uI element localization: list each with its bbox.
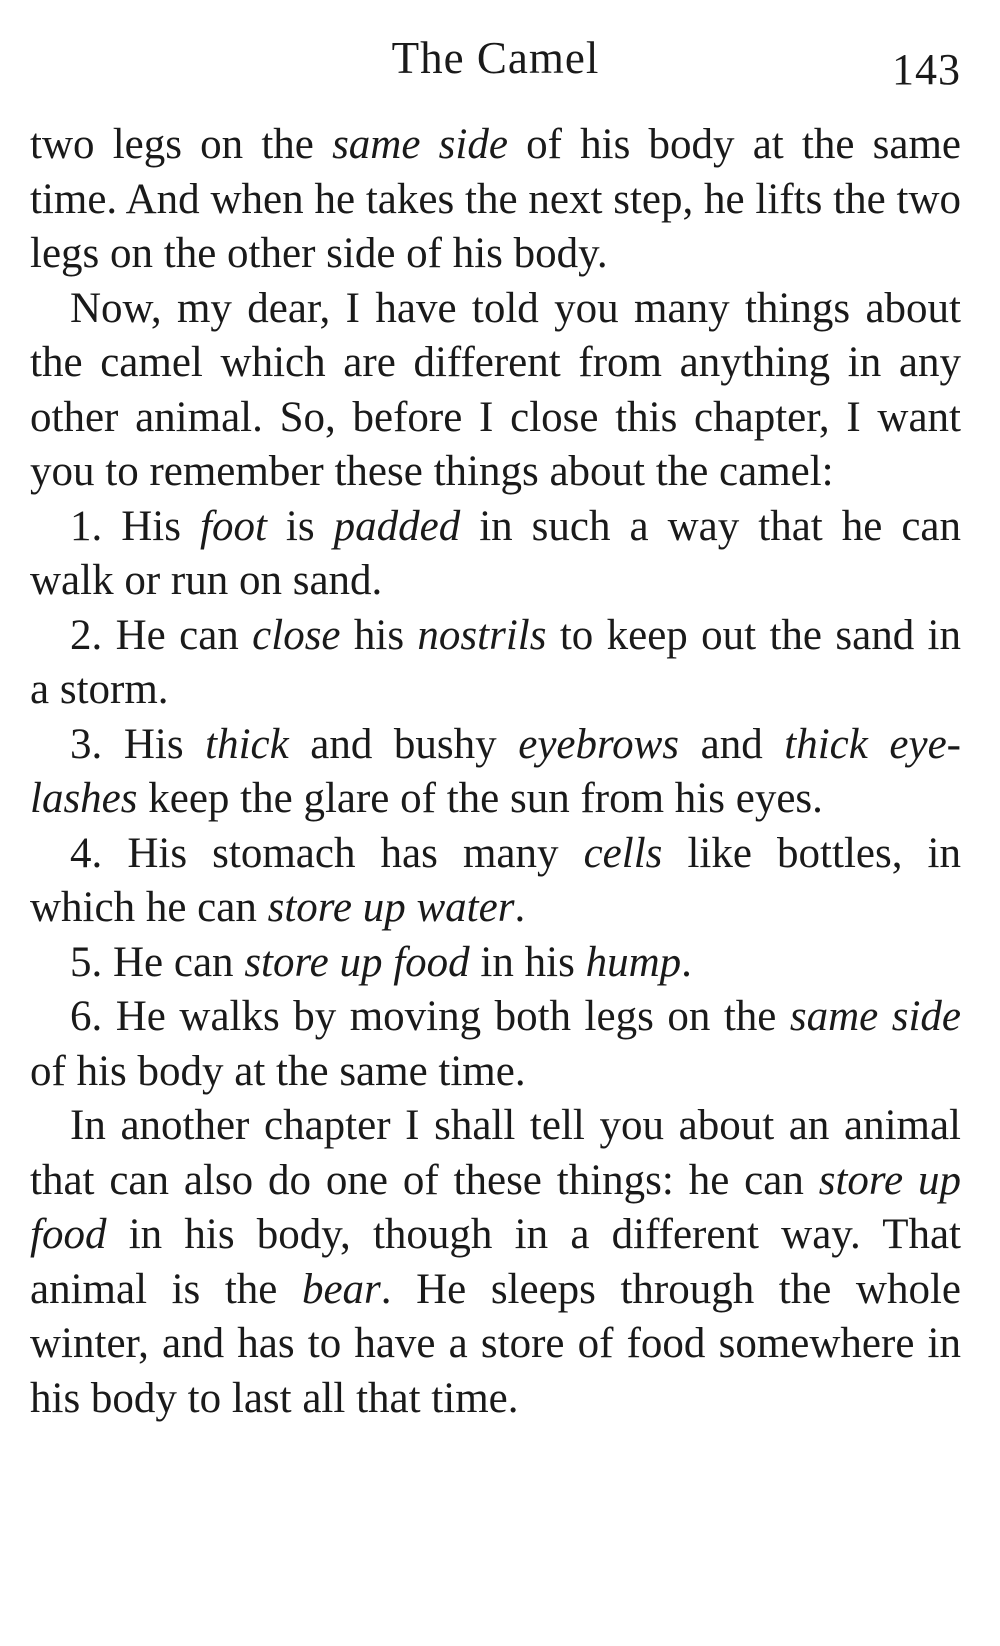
text-segment: . [681, 938, 692, 986]
paragraph-3 [30, 1099, 961, 1426]
text-segment: Now, my dear, I have told you many things about the camel which are different from anything in any other animal. So, before I close this chapter, I want you to remember these things about the camel: [30, 284, 961, 495]
italic-text: foot [200, 502, 267, 550]
book-page [30, 0, 961, 1646]
text-segment: like bottles, in which he can [30, 829, 961, 931]
text-segment: keep the glare of the sun from his eyes. [137, 775, 823, 822]
text-segment: of his body at the same time. And when he takes the next step, he lifts the two legs on the other side of his body. [30, 121, 961, 277]
text-segment: to keep out the sand in a storm. [30, 611, 961, 713]
text-segment: in his body, though in a different way. That animal is the [30, 1211, 961, 1313]
italic-text: thick eye-lashes [30, 720, 961, 822]
text-segment: and [679, 720, 785, 768]
text-segment: 1. His [70, 502, 201, 550]
running-head [30, 0, 961, 118]
text-segment: two legs on the [30, 121, 333, 168]
page-number: 143 [892, 45, 961, 94]
text-segment: of his body at the same time. [30, 1047, 526, 1095]
list-item-3 [30, 718, 961, 827]
text-segment: 3. His [70, 720, 206, 768]
italic-text: cells [583, 829, 663, 877]
text-segment: and bushy [288, 720, 519, 768]
text-segment: 4. His stomach has many [70, 829, 584, 877]
text-segment: is [266, 502, 334, 550]
list-item-1 [30, 500, 961, 609]
italic-text: store up food [244, 938, 470, 986]
italic-text: hump [585, 938, 682, 986]
text-segment: 6. He walks by moving both legs on the [70, 993, 790, 1040]
italic-text: thick [205, 720, 289, 768]
text-segment: 2. He can [70, 611, 253, 659]
list-item-6 [30, 990, 961, 1099]
list-item-2 [30, 609, 961, 718]
text-segment: in his [469, 938, 586, 986]
italic-text: close [252, 611, 341, 659]
text-segment: his [340, 611, 418, 659]
italic-text: same side [332, 121, 508, 168]
italic-text: same side [789, 993, 961, 1040]
paragraph-1 [30, 118, 961, 282]
italic-text: nostrils [417, 611, 547, 659]
list-item-5 [30, 936, 961, 991]
body-text [30, 118, 961, 1426]
list-item-4 [30, 827, 961, 936]
italic-text: padded [333, 502, 461, 550]
italic-text: bear [301, 1265, 381, 1313]
text-segment: In another chapter I shall tell you about an animal that can also do one of these things: he can [30, 1102, 961, 1204]
italic-text: eyebrows [518, 720, 680, 768]
chapter-title: The Camel [391, 33, 600, 83]
text-segment: in such a way that he can walk or run on sand. [30, 502, 962, 604]
italic-text: store up water [267, 884, 515, 931]
paragraph-2 [30, 282, 961, 500]
text-segment: . [514, 884, 526, 931]
text-segment: 5. He can [70, 938, 245, 986]
text-segment: . He sleeps through the whole winter, and has to have a store of food somewhere in his body to last all that time. [30, 1265, 962, 1422]
italic-text: store up food [30, 1156, 961, 1258]
